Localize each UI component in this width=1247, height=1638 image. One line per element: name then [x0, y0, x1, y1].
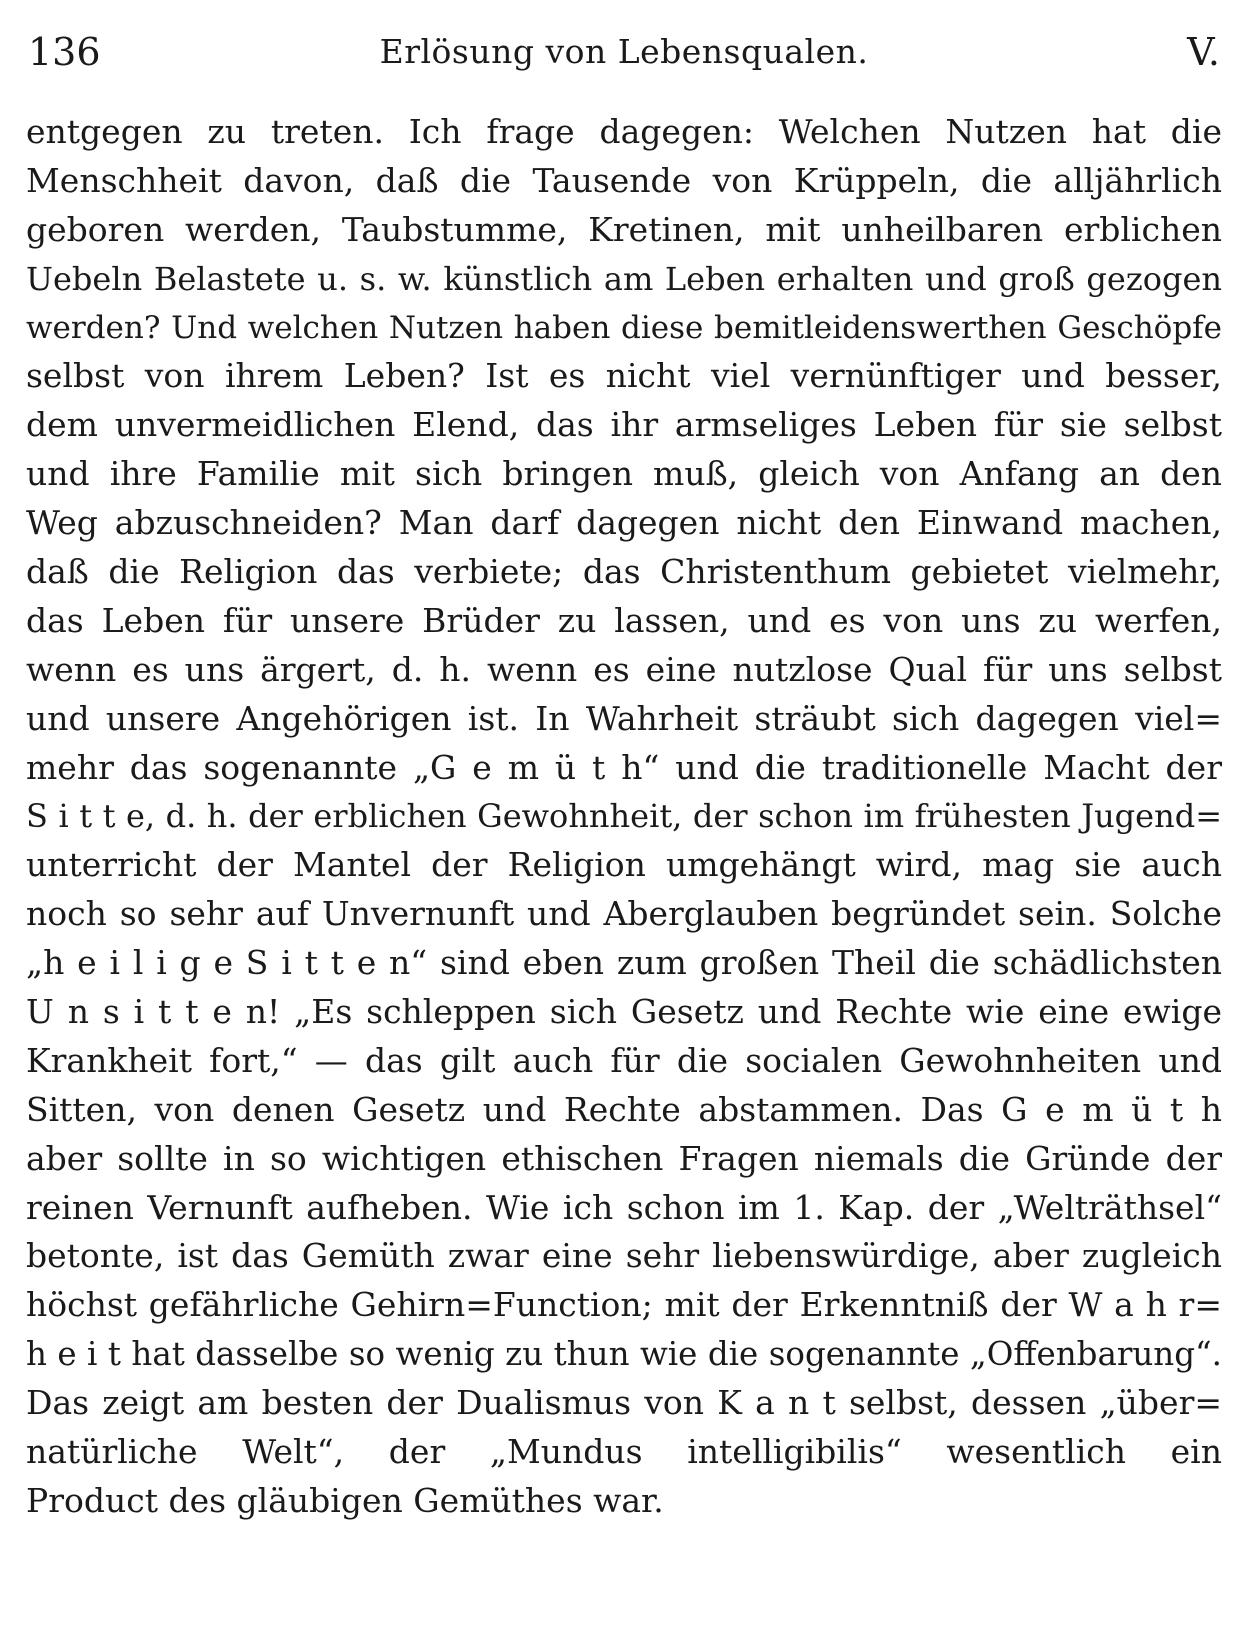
text-line: entgegen zu treten. Ich frage dagegen: Welchen Nutzen hat die: [26, 112, 1222, 151]
body-text: [26, 108, 1222, 1526]
text-line: geboren werden, Taubstumme, Kretinen, mit unheilbaren erblichen: [26, 209, 1222, 249]
text-line: S i t t e, d. h. der erblichen Gewohnheit, der schon im frühesten Jugend=: [26, 797, 1222, 836]
text-line: h e i t hat dasselbe so wenig zu thun wie die sogenannte „Offenbarung“.: [26, 1335, 1222, 1374]
text-line: reinen Vernunft aufheben. Wie ich schon im 1. Kap. der „Welträthsel“: [26, 1187, 1222, 1227]
text-line: und unsere Angehörigen ist. In Wahrheit sträubt sich dagegen viel=: [26, 698, 1222, 738]
chapter-number: V.: [1187, 30, 1220, 74]
text-line: das Leben für unsere Brüder zu lassen, und es von uns zu werfen,: [26, 600, 1222, 640]
text-line: Krankheit fort,“ — das gilt auch für die socialen Gewohnheiten und: [26, 1040, 1222, 1080]
text-line: Weg abzuschneiden? Man darf dagegen nicht den Einwand machen,: [26, 503, 1222, 543]
page-number: 136: [28, 30, 101, 74]
running-title: Erlösung von Lebensqualen.: [379, 32, 869, 71]
text-line: unterricht der Mantel der Religion umgehängt wird, mag sie auch: [26, 845, 1222, 885]
text-line: selbst von ihrem Leben? Ist es nicht viel vernünftiger und besser,: [26, 356, 1222, 396]
text-line: wenn es uns ärgert, d. h. wenn es eine nutzlose Qual für uns selbst: [26, 649, 1222, 689]
text-line: aber sollte in so wichtigen ethischen Fragen niemals die Gründe der: [26, 1138, 1222, 1178]
text-line: werden? Und welchen Nutzen haben diese bemitleidenswerthen Geschöpfe: [26, 309, 1222, 346]
text-line: daß die Religion das verbiete; das Christenthum gebietet vielmehr,: [26, 552, 1222, 592]
text-line: dem unvermeidlichen Elend, das ihr armseliges Leben für sie selbst: [26, 405, 1222, 445]
text-line: und ihre Familie mit sich bringen muß, gleich von Anfang an den: [26, 454, 1222, 494]
text-line: Menschheit davon, daß die Tausende von Krüppeln, die alljährlich: [26, 160, 1222, 200]
text-line: Sitten, von denen Gesetz und Rechte abstammen. Das G e m ü t h: [26, 1089, 1222, 1129]
running-head: [28, 22, 1220, 82]
text-line: U n s i t t e n! „Es schleppen sich Gesetz und Rechte wie eine ewige: [26, 992, 1222, 1032]
text-line: „h e i l i g e S i t t e n“ sind eben zum großen Theil die schädlichsten: [26, 943, 1222, 983]
text-line: Das zeigt am besten der Dualismus von K a n t selbst, dessen „über=: [26, 1383, 1222, 1423]
text-line: noch so sehr auf Unvernunft und Aberglauben begründet sein. Solche: [26, 894, 1222, 934]
text-line: betonte, ist das Gemüth zwar eine sehr liebenswürdige, aber zugleich: [26, 1236, 1222, 1276]
text-line: Uebeln Belastete u. s. w. künstlich am Leben erhalten und groß gezogen: [26, 259, 1222, 298]
text-line: mehr das sogenannte „G e m ü t h“ und die traditionelle Macht der: [26, 747, 1222, 787]
text-line: Product des gläubigen Gemüthes war.: [26, 1480, 664, 1520]
text-line: höchst gefährliche Gehirn=Function; mit der Erkenntniß der W a h r=: [26, 1285, 1222, 1325]
text-line: natürliche Welt“, der „Mundus intelligibilis“ wesentlich ein: [26, 1432, 1222, 1472]
